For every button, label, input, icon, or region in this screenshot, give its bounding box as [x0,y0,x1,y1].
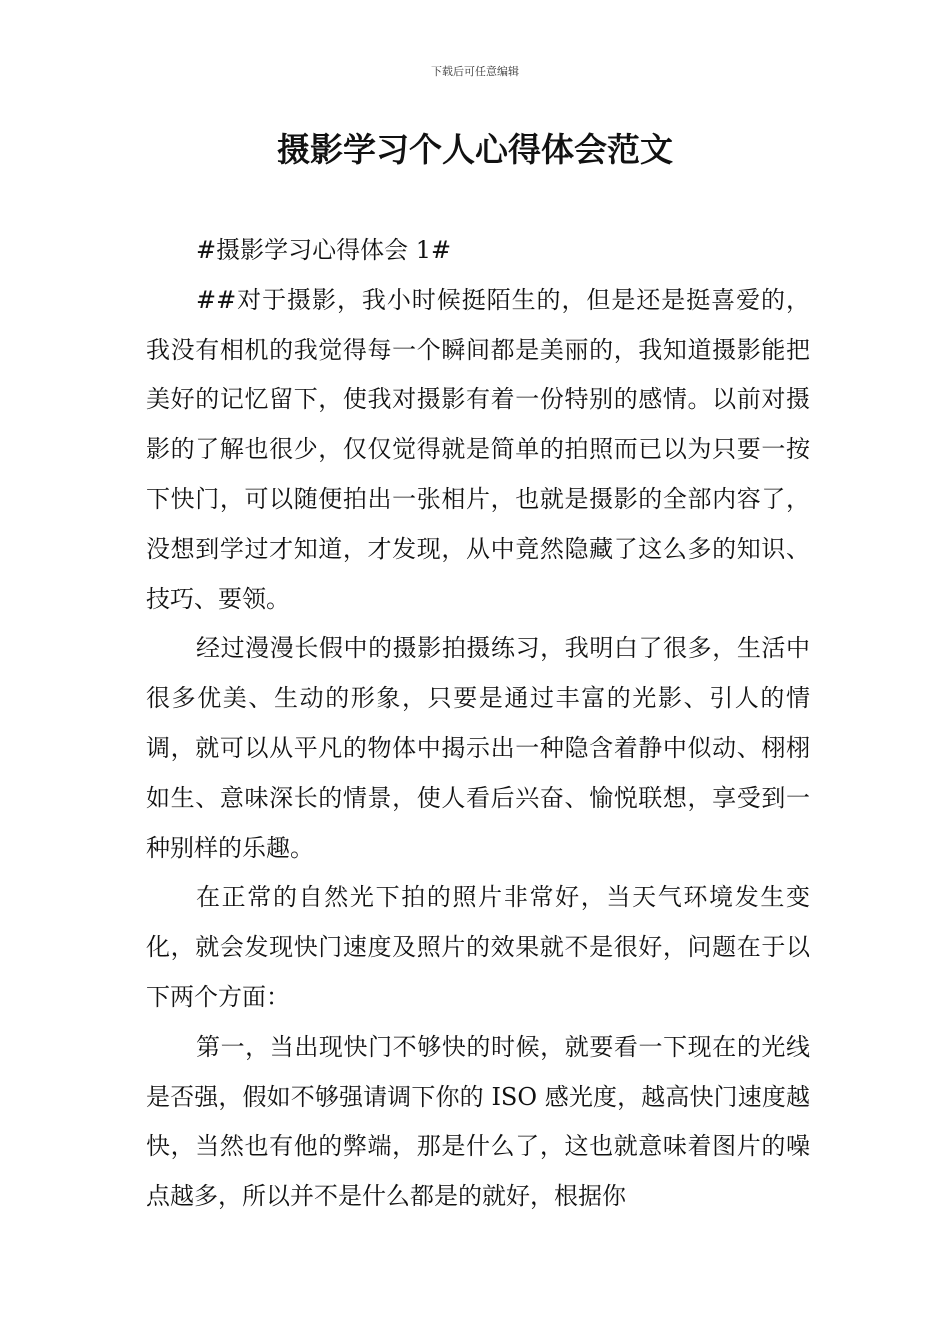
paragraph-1: ##对于摄影，我小时候挺陌生的，但是还是挺喜爱的，我没有相机的我觉得每一个瞬间都是美丽的，我知道摄影能把美好的记忆留下，使我对摄影有着一份特别的感情。以前对摄影的了解也很少，仅仅觉得就是简单的拍照而已以为只要一按下快门，可以随便拍出一张相片，也就是摄影的全部内容了，没想到学过才知道，才发现，从中竟然隐藏了这么多的知识、技巧、要领。 [146,285,810,613]
page-header-note: 下载后可任意编辑 [431,65,519,78]
document-title: 摄影学习个人心得体会范文 [277,130,673,169]
paragraph-2: 经过漫漫长假中的摄影拍摄练习，我明白了很多，生活中很多优美、生动的形象，只要是通过丰富的光影、引人的情调，就可以从平凡的物体中揭示出一种隐含着静中似动、栩栩如生、意味深长的情景，使人看后兴奋、愉悦联想，享受到一种别样的乐趣。 [146,634,810,862]
section-heading: #摄影学习心得体会 1# [196,236,452,264]
paragraph-3: 在正常的自然光下拍的照片非常好，当天气环境发生变化，就会发现快门速度及照片的效果就不是很好，问题在于以下两个方面： [146,883,810,1011]
document-body [146,226,810,1222]
paragraph-4: 第一，当出现快门不够快的时候，就要看一下现在的光线是否强，假如不够强请调下你的 ISO 感光度，越高快门速度越快，当然也有他的弊端，那是什么了，这也就意味着图片的噪点越多，所以并不是什么都是的就好，根据你 [146,1032,810,1211]
